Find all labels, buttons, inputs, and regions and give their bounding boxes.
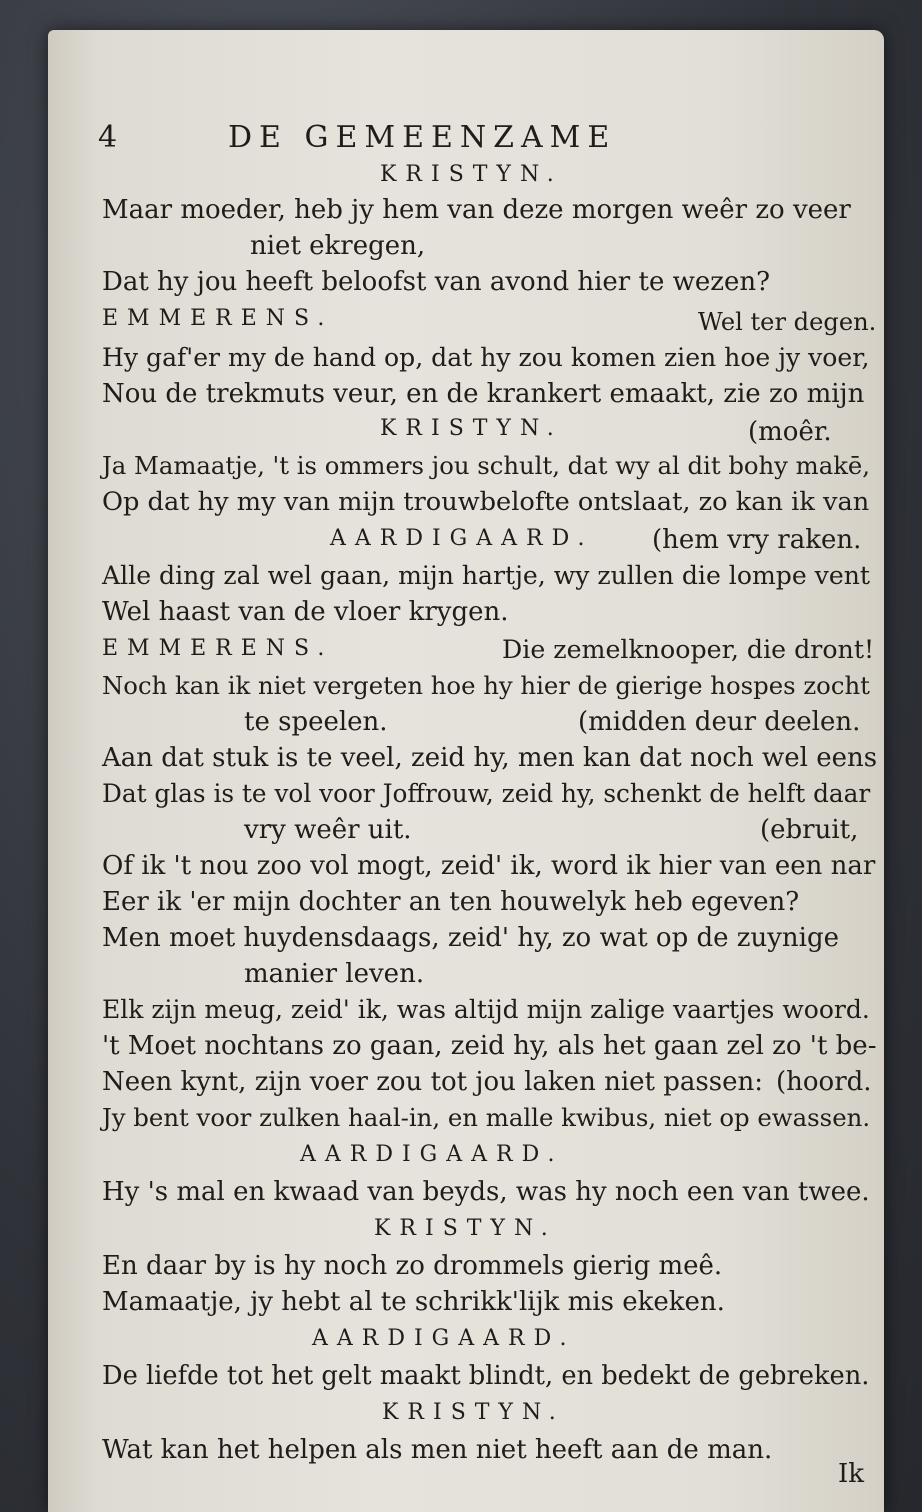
speaker-aardigaard: AARDIGAARD. [300,1142,564,1167]
verse-line: Wat kan het helpen als men niet heeft aan de man. [102,1435,773,1465]
page-number: 4 [98,120,125,155]
verse-line: Nou de trekmuts veur, en de krankert emaakt, zie zo mijn [102,379,865,409]
verse-line: De liefde tot het gelt maakt blindt, en bedekt de gebreken. [102,1361,870,1391]
speaker-kristyn: KRISTYN. [374,1216,557,1241]
verse-line: Jy bent voor zulken haal-in, en malle kwibus, niet op ewassen. [102,1103,871,1132]
verse-line: (ebruit, [760,815,859,845]
speaker-emmerens: EMMERENS. [102,636,334,661]
speaker-emmerens: EMMERENS. [102,306,334,331]
verse-line: vry weêr uit. [244,815,412,845]
speaker-aardigaard: AARDIGAARD. [330,526,594,551]
verse-line: (hem vry raken. [652,525,862,555]
verse-line: Ja Mamaatje, 't is ommers jou schult, dat wy al dit bohy makē, [102,451,871,480]
verse-line: Neen kynt, zijn voer zou tot jou laken niet passen: [102,1067,763,1097]
verse-line: Dat hy jou heeft beloofst van avond hier te wezen? [102,267,771,297]
verse-line: Alle ding zal wel gaan, mijn hartje, wy zullen die lompe vent [102,561,870,590]
speaker-kristyn: KRISTYN. [380,162,563,187]
verse-line: (hoord. [776,1067,872,1097]
verse-line: Dat glas is te vol voor Joffrouw, zeid hy, schenkt de helft daar [102,779,871,808]
verse-line: Hy gaf'er my de hand op, dat hy zou komen zien hoe jy voer, [102,343,870,372]
verse-line: Mamaatje, jy hebt al te schrikk'lijk mis ekeken. [102,1287,725,1317]
verse-line: (moêr. [748,417,832,447]
verse-line: 't Moet nochtans zo gaan, zeid hy, als het gaan zel zo 't be- [102,1031,877,1061]
speaker-kristyn: KRISTYN. [382,1400,565,1425]
verse-line: Noch kan ik niet vergeten hoe hy hier de gierige hospes zocht [102,671,870,700]
verse-line: te speelen. [244,707,388,737]
verse-line: Wel haast van de vloer krygen. [102,597,509,627]
verse-line: Men moet huydensdaags, zeid' hy, zo wat op de zuynige [102,923,840,953]
speaker-aardigaard: AARDIGAARD. [312,1326,576,1351]
verse-line: En daar by is hy noch zo drommels gierig meê. [102,1251,723,1281]
verse-line: Elk zijn meug, zeid' ik, was altijd mijn zalige vaartjes woord. [102,995,870,1024]
verse-line: manier leven. [244,959,425,989]
verse-line: Hy 's mal en kwaad van beyds, was hy noch een van twee. [102,1177,870,1207]
verse-line: Die zemelknooper, die dront! [502,635,875,664]
verse-line: Eer ik 'er mijn dochter an ten houwelyk heb egeven? [102,887,800,917]
page-title: DE GEMEENZAME [228,120,617,155]
verse-line: niet ekregen, [250,231,426,261]
verse-line: Maar moeder, heb jy hem van deze morgen weêr zo veer [102,195,851,225]
catchword: Ik [838,1459,865,1489]
verse-line: Aan dat stuk is te veel, zeid hy, men kan dat noch wel eens [102,743,878,773]
verse-line: Wel ter degen. [698,308,877,336]
book-page [48,30,884,1512]
speaker-kristyn: KRISTYN. [380,416,563,441]
verse-line: Op dat hy my van mijn trouwbelofte ontslaat, zo kan ik van [102,487,870,517]
verse-line: Of ik 't nou zoo vol mogt, zeid' ik, word ik hier van een nar [102,851,876,881]
verse-line: (midden deur deelen. [578,707,861,737]
